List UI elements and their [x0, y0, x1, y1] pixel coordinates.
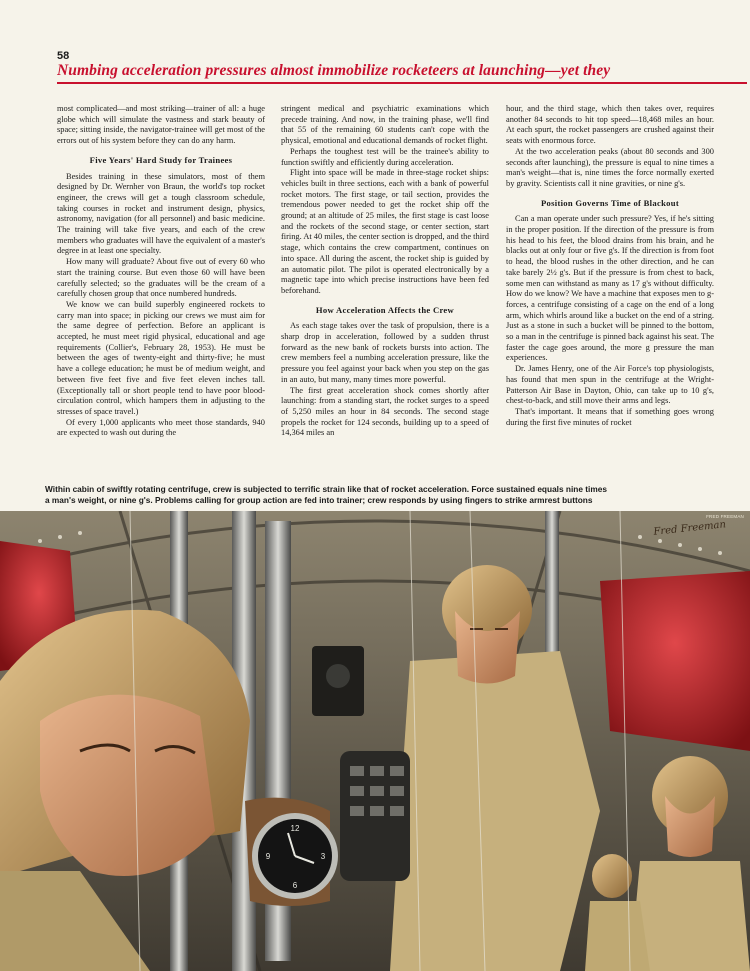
page-number: 58 [57, 50, 70, 62]
pilot-far-uniform [585, 901, 650, 971]
cabin-clock [252, 813, 338, 899]
illustration-caption [45, 484, 750, 505]
clock-numeral: 3 [320, 852, 326, 861]
paragraph: most complicated—and most striking—trainer of all: a huge globe which will simulate the vastness and stark beauty of space; sitting inside, the navigator-trainee will get most of the errors out of his system before they can do any harm. [57, 104, 265, 146]
paragraph: Of every 1,000 applicants who meet those standards, 940 are expected to wash out during the [57, 417, 265, 438]
caption-line: Within cabin of swiftly rotating centrifuge, crew is subjected to terrific strain like that of rocket acceleration. Force sustained equals nine times [45, 484, 607, 494]
paragraph: That's important. It means that if something goes wrong during the first five minutes of rocket [506, 406, 714, 427]
section-heading: Position Governs Time of Blackout [540, 197, 680, 208]
paragraph: Besides training in these simulators, most of them designed by Dr. Wernher von Braun, the world's top rocket engineer, the crews will get a tough classroom schedule, taking courses in rocket and instrument design, physics, astronomy, navigation (for all personnel) and basic medicine. The training will take five years, and each of the crew members who graduates will have the equivalent of a master's degree in at least one specialty. [57, 171, 265, 256]
section-heading: Five Years' Hard Study for Trainees [89, 154, 233, 165]
paragraph: Perhaps the toughest test will be the trainee's ability to function swiftly and efficiently during acceleration. [281, 146, 489, 167]
paragraph: As each stage takes over the task of propulsion, there is a sharp drop in acceleration, followed by a sudden thrust forward as the new bank of rockets bursts into action. The crew members feel a numbing acceleration pressure, like the pressure you feel against your back when you step on the gas in an auto, but many, many times more powerful. [281, 321, 489, 384]
text-column-2 [281, 104, 489, 439]
clock-numeral: 9 [265, 852, 271, 861]
section-heading: How Acceleration Affects the Crew [315, 304, 455, 315]
paragraph: At the two acceleration peaks (about 80 seconds and 300 seconds after launching), the pressure is equal to nine times a man's weight—that is, nine times the force normally exerted by gravity. Scientists call it nine gravities, or nine g's. [506, 146, 714, 188]
pilot-right-uniform [630, 861, 750, 971]
paragraph: We know we can build superbly engineered rockets to carry man into space; in picking our crews we must aim for the same degree of perfection. Before an applicant is accepted, he must meet rigid physical, educational and age requirements (Collier's, February 28, 1953). He must be between the ages of twenty-eight and thirty-five; he must have a college education; he must be of medium weight, and between five feet five and five feet eleven inches tall. (Exceptionally tall or short people tend to have poor blood-circulation control, which hampers them in adjusting to the stresses of space travel.) [57, 299, 265, 416]
headline: Numbing acceleration pressures almost immobilize rocketeers at launching—yet they [57, 62, 611, 79]
artist-signature: Fred Freeman [653, 519, 727, 538]
illustration-art [0, 511, 750, 971]
headline-rule [57, 82, 747, 84]
centrifuge-illustration [0, 511, 750, 971]
paragraph: How many will graduate? About five out of every 60 who start the training course. But even those 60 will have been carefully selected; so the graduates will be the cream of a carefully chosen group that once numbered hundreds. [57, 257, 265, 299]
pilot-far-helmet [592, 854, 632, 898]
clock-numeral: 6 [292, 881, 298, 890]
paragraph: stringent medical and psychiatric examinations which precede training. And now, in the training phase, we'll find that 55 of the remaining 60 students can't cope with the physical, emotional and educational demands of rocket flight. [281, 104, 489, 146]
text-column-1 [57, 104, 265, 439]
paragraph: The first great acceleration shock comes shortly after launching: from a standing start, the rocket surges to a speed of 5,250 miles an hour in 84 seconds. The second stage propels the rocket for 124 seconds, building up to a speed of 14,364 miles an [281, 385, 489, 438]
paragraph: Flight into space will be made in three-stage rocket ships: vehicles built in three sections, each with a bank of powerful rocket motors. The first stage, or tail section, provides the tremendous power needed to get the rocket ship off the ground; at an altitude of 25 miles, the first stage is cast loose and the rockets of the second stage, or center section, start firing. At 40 miles, the center section is dropped, and the third stage, which contains the crew compartment, continues on into space. All during the ascent, the rocket ship is guided by an automatic pilot. The pilot is operated electronically by a magnetic tape into which precise instructions have been fed beforehand. [281, 168, 489, 295]
illustration-credit: FRED FREEMAN [706, 514, 744, 519]
caption-line: a man's weight, or nine g's. Problems calling for group action are fed into trainer; crew responds by using fingers to strike armrest buttons [45, 494, 593, 505]
paragraph: hour, and the third stage, which then takes over, requires another 84 seconds to hit top speed—18,468 miles an hour. At each spurt, the rocket passengers are crushed against their seats with enormous force. [506, 104, 714, 146]
red-seat-right [600, 571, 750, 751]
paragraph: Can a man operate under such pressure? Yes, if he's sitting in the proper position. If the direction of the pressure is from his head to his feet, the blood drains from his brain, and he blacks out at only four or five g's. If the direction is from foot to head, the blood rushes in the other direction, and he can take barely 2½ g's. But if the pressure is from chest to back, some men can withstand as many as 17 g's without difficulty. How do we know? We have a machine that exposes men to g-forces, a centrifuge consisting of a cage on the end of a long arm, which whirls around like a bucket on the end of a string. Just as a stone in such a bucket will be pinned to the bottom, so a man in the centrifuge is pinned back against his seat. The faster the cage goes around, the more g pressure the man experiences. [506, 214, 714, 363]
pilot-center-uniform [390, 651, 600, 971]
text-column-3 [506, 104, 714, 428]
paragraph: Dr. James Henry, one of the Air Force's top physiologists, has found that men spun in the centrifuge at the Wright-Patterson Air Base in Dayton, Ohio, can take up to 10 g's, chest-to-back, and still move their arms and legs. [506, 364, 714, 406]
control-buttons [350, 766, 404, 816]
instrument-lens [326, 664, 350, 688]
clock-numeral: 12 [290, 824, 300, 833]
